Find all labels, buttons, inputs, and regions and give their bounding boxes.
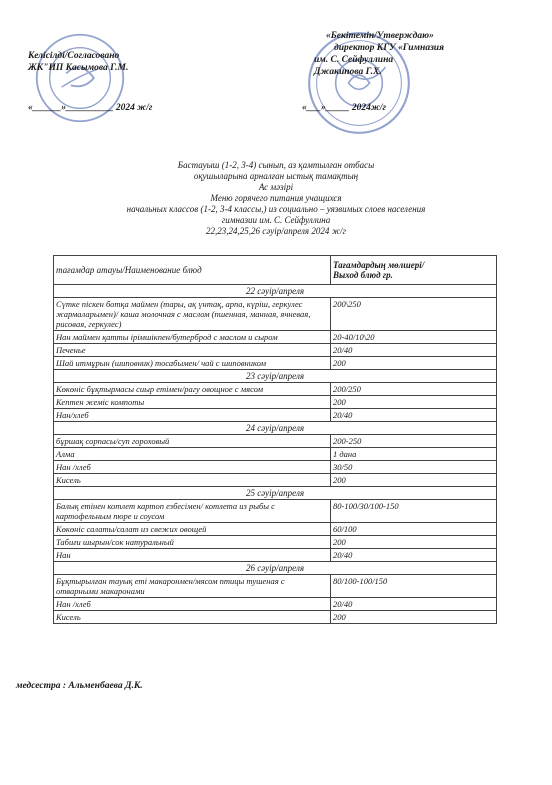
dish-qty: 80-100/30/100-150 [331, 500, 497, 523]
dish-name: Кептен жеміс компоты [54, 396, 331, 409]
approval-right-line4: Джакипова Г.Х. [314, 67, 382, 77]
dish-qty: 20/40 [331, 344, 497, 357]
dish-qty: 200-250 [331, 435, 497, 448]
day-row [54, 370, 497, 383]
title-line1: Бастауыш (1-2, 3-4) сынып, аз қамтылған отбасы [177, 160, 375, 170]
dish-name: Кисель [54, 474, 331, 487]
table-row [54, 357, 497, 370]
dish-qty: 20/40 [331, 409, 497, 422]
menu-table [53, 255, 497, 624]
dish-qty: 20/40 [331, 549, 497, 562]
day-row [54, 422, 497, 435]
dish-name: Нан маймен қатты ірімшікпен/бутерброд с маслом и сыром [54, 331, 331, 344]
dish-name: Нан/хлеб [54, 409, 331, 422]
day-label: 25 сәуір/апреля [54, 487, 497, 500]
col-header-qty-line1: Тағамдардың мөлшері/ [333, 260, 425, 270]
title-line7: 22,23,24,25,26 сәуір/апреля 2024 ж/г [206, 226, 346, 236]
col-header-dish: тағамдар атауы/Наименование блюд [54, 256, 331, 285]
title-line3: Ас мәзірі [258, 182, 294, 192]
day-label: 24 сәуір/апреля [54, 422, 497, 435]
title-line5: начальных классов (1-2, 3-4 классы,) из социально – уязвимых слоев населения [126, 204, 426, 214]
dish-name: Табиғи шырын/сок натуральный [54, 536, 331, 549]
table-row [54, 383, 497, 396]
approval-left-line1: Келісілді/Согласовано [28, 51, 120, 61]
approval-right-line2: директор КГУ «Гимназия [334, 43, 444, 53]
dish-name: Балық етінен котлет картоп езбесімен/ котлета из рыбы с картофельным пюре и соусом [54, 500, 331, 523]
day-label: 22 сәуір/апреля [54, 285, 497, 298]
dish-name: Көкөніс салаты/салат из свежих овощей [54, 523, 331, 536]
dish-qty: 80/100-100/150 [331, 575, 497, 598]
day-label: 26 сәуір/апреля [54, 562, 497, 575]
table-row [54, 344, 497, 357]
title-line2: оқушыларына арналған ыстық тамақтың [193, 171, 359, 181]
day-row [54, 285, 497, 298]
menu-title [0, 160, 552, 237]
table-row [54, 448, 497, 461]
nurse-signature: медсестра : Альменбаева Д.К. [16, 681, 143, 691]
dish-name: Кисель [54, 611, 331, 624]
table-row [54, 611, 497, 624]
dish-name: Нан /хлеб [54, 598, 331, 611]
dish-qty: 20/40 [331, 598, 497, 611]
dish-qty: 200 [331, 357, 497, 370]
table-row [54, 474, 497, 487]
dish-name: Печенье [54, 344, 331, 357]
table-row [54, 435, 497, 448]
table-row [54, 575, 497, 598]
table-row [54, 536, 497, 549]
dish-qty: 30/50 [331, 461, 497, 474]
dish-qty: 20-40/10\20 [331, 331, 497, 344]
day-label: 23 сәуір/апреля [54, 370, 497, 383]
day-row [54, 562, 497, 575]
table-row [54, 461, 497, 474]
title-line6: гимназии им. С. Сейфуллина [221, 215, 331, 225]
title-line4: Меню горячего питания учащихся [210, 193, 342, 203]
dish-name: Алма [54, 448, 331, 461]
col-header-qty [331, 256, 497, 285]
dish-qty: 200 [331, 611, 497, 624]
table-row [54, 500, 497, 523]
dish-qty: 200 [331, 396, 497, 409]
dish-name: Бұқтырылған тауық еті макаронмен/мясом птицы тушеная с отварными макаронами [54, 575, 331, 598]
dish-name: Көкөніс бұқтырмасы сиыр етімен/рагу овощное с мясом [54, 383, 331, 396]
dish-name: Сүтке піскен ботқа маймен (тары, ақ үнтақ, арпа, күріш, геркулес жармаларымен)/ каша молочная с маслом (пшенная, манная, ячневая, рисовая, геркулес) [54, 298, 331, 331]
approval-right-line1: «Бекітемін/Утверждаю» [326, 31, 434, 41]
table-row [54, 598, 497, 611]
table-header-row [54, 256, 497, 285]
table-row [54, 331, 497, 344]
col-header-qty-line2: Выход блюд гр. [333, 270, 393, 280]
dish-qty: 200 [331, 536, 497, 549]
approval-left [28, 50, 152, 114]
table-row [54, 523, 497, 536]
dish-name: Шай итмұрын (шиповник) тосабымен/ чай с шиповником [54, 357, 331, 370]
dish-qty: 200 [331, 474, 497, 487]
dish-qty: 1 дана [331, 448, 497, 461]
table-row [54, 409, 497, 422]
day-row [54, 487, 497, 500]
dish-qty: 200/250 [331, 383, 497, 396]
dish-qty: 60/100 [331, 523, 497, 536]
approval-right [302, 30, 444, 114]
approval-right-date: «___»_____ 2024ж/г [302, 103, 387, 113]
approval-left-line2: ЖК"ИП Касымова Г.М. [28, 63, 129, 73]
dish-name: Нан [54, 549, 331, 562]
table-row [54, 549, 497, 562]
approval-right-line3: им. С. Сейфуллина [314, 55, 394, 65]
table-row [54, 396, 497, 409]
dish-name: Нан /хлеб [54, 461, 331, 474]
dish-qty: 200\250 [331, 298, 497, 331]
approval-left-date: «______»__________ 2024 ж/г [28, 103, 153, 113]
table-row [54, 298, 497, 331]
dish-name: бұршақ сорпасы/суп гороховый [54, 435, 331, 448]
